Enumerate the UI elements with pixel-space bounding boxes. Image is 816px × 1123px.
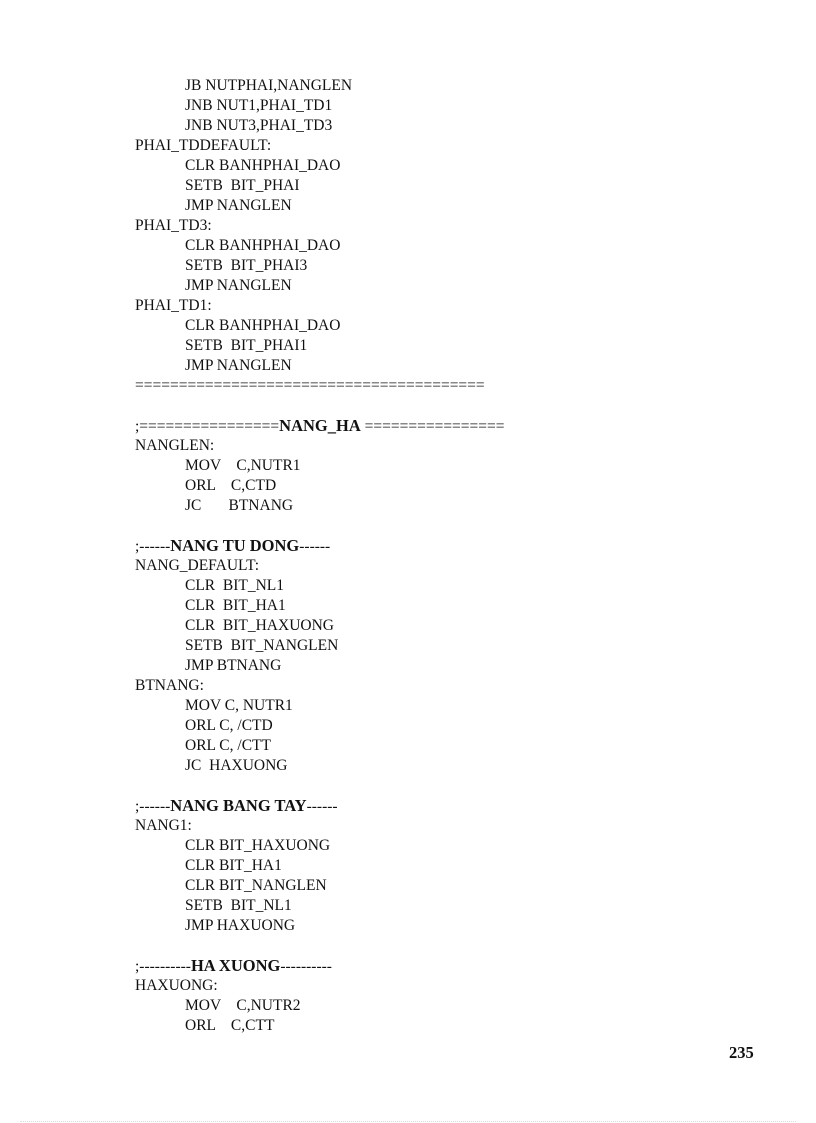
section-suffix: ------ [299,538,331,555]
separator-line: ======================================== [135,377,485,394]
code-line: ORL C,CTD [185,477,277,494]
code-line: JMP HAXUONG [185,917,296,934]
section-title: NANG TU DONG [170,536,300,555]
code-label: BTNANG: [135,677,204,694]
code-label: PHAI_TD3: [135,217,212,234]
code-line: CLR BIT_NANGLEN [185,877,327,894]
blank-line [135,516,755,536]
code-label: PHAI_TD1: [135,297,212,314]
code-line: JC BTNANG [185,497,294,514]
section-heading-nang-tu-dong [135,536,755,556]
code-line: ORL C, /CTT [185,737,271,754]
code-line: ORL C, /CTD [185,717,273,734]
code-line: JMP NANGLEN [185,357,292,374]
section-suffix: ================ [360,418,505,435]
code-line: MOV C,NUTR1 [185,457,301,474]
section-suffix: ------ [306,798,338,815]
code-label: PHAI_TDDEFAULT: [135,137,272,154]
code-line: JB NUTPHAI,NANGLEN [185,77,353,94]
code-line: CLR BANHPHAI_DAO [185,317,341,334]
section-title: HA XUONG [190,956,281,975]
blank-line [135,776,755,796]
code-line: ORL C,CTT [185,1017,275,1034]
section-suffix: ---------- [280,958,332,975]
section-heading-nang-ha [135,416,755,436]
code-line: SETB BIT_PHAI3 [185,257,308,274]
section-title: NANG_HA [279,416,361,435]
code-line: JMP BTNANG [185,657,282,674]
code-line: CLR BIT_NL1 [185,577,285,594]
footer-divider [20,1121,796,1122]
code-line: MOV C,NUTR2 [185,997,301,1014]
code-label: NANG1: [135,817,192,834]
code-line: CLR BIT_HA1 [185,857,282,874]
code-line: JC HAXUONG [185,757,288,774]
code-listing [135,76,755,1036]
blank-line [135,936,755,956]
code-line: SETB BIT_PHAI1 [185,337,308,354]
code-line: JNB NUT1,PHAI_TD1 [185,97,333,114]
section-prefix: ;---------- [135,958,191,975]
code-line: CLR BIT_HAXUONG [185,837,331,854]
section-heading-nang-bang-tay [135,796,755,816]
section-heading-ha-xuong [135,956,755,976]
code-line: SETB BIT_PHAI [185,177,300,194]
code-label: NANGLEN: [135,437,215,454]
code-line: SETB BIT_NL1 [185,897,292,914]
code-line: MOV C, NUTR1 [185,697,293,714]
blank-line [135,396,755,416]
section-prefix: ;------ [135,538,171,555]
page-number: 235 [729,1043,754,1062]
code-line: CLR BANHPHAI_DAO [185,157,341,174]
code-label: NANG_DEFAULT: [135,557,260,574]
section-prefix: ;================ [135,418,280,435]
code-line: JMP NANGLEN [185,277,292,294]
code-line: CLR BIT_HA1 [185,597,286,614]
code-line: JMP NANGLEN [185,197,292,214]
section-title: NANG BANG TAY [170,796,307,815]
code-line: SETB BIT_NANGLEN [185,637,339,654]
code-label: HAXUONG: [135,977,218,994]
code-line: CLR BIT_HAXUONG [185,617,334,634]
code-line: CLR BANHPHAI_DAO [185,237,341,254]
section-prefix: ;------ [135,798,171,815]
code-line: JNB NUT3,PHAI_TD3 [185,117,333,134]
